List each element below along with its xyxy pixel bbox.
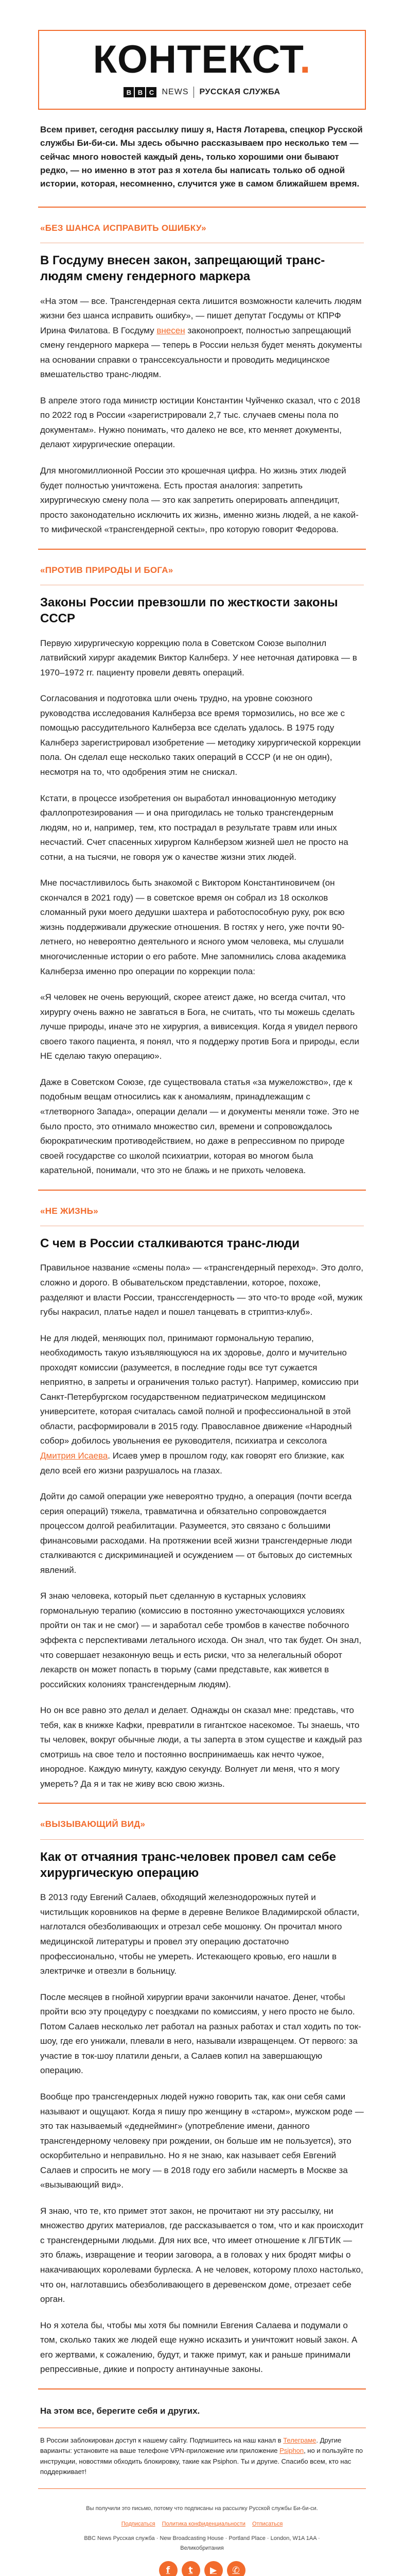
section-kicker: «БЕЗ ШАНСА ИСПРАВИТЬ ОШИБКУ» — [40, 223, 206, 233]
section-title: В Госдуму внесен закон, запрещающий транс-людям смену гендерного маркера — [40, 243, 364, 284]
paragraph-text: Я знаю человека, который пьет сделанную в кустарных условиях гормональную терапию (комиссию в постоянно ужесточающихся условиях пройти он так и не смог) — и заработал себе тромбов в качестве побочного эффекта с перспективами летального исхода. Он знал, что так будет. Он знал, что совершает незаконную вещь и есть риски, что за нелегальный оборот лекарств он может попасть в тюрьму (сами представьте, как живется в российских колониях трансгендерным людям). — [40, 1591, 362, 1689]
brand-line — [39, 86, 365, 99]
paragraph — [40, 636, 364, 681]
paragraph-text: После месяцев в гнойной хирургии врачи закончили начатое. Денег, чтобы пройти всю эту процедуру с поездками по комиссиям, у него просто не было. Потом Салаев несколько лет работал на разных работах и стал ходить по ток-шоу, где его унижали, плевали в него, называли извращенцем. От первого: за участие в ток-шоу платили деньги, а Салаев копил на завершающую операцию. — [40, 1992, 361, 2076]
paragraph — [40, 464, 364, 537]
privacy-link[interactable]: Политика конфиденциальности — [162, 2520, 245, 2527]
intro-text: Всем привет, сегодня рассылку пишу я, Настя Лотарева, спецкор Русской службы Би-би-си. Мы здесь обычно рассказываем про несколько тем — сейчас много новостей каждый день, только хорошими они бывают редко, — но именно в этот раз я хотела бы написать только об одной истории, которая, несомненно, случится уже в самом ближайшем время. — [40, 124, 363, 189]
paragraph-text: «Я человек не очень верующий, скорее атеист даже, но всегда считал, что хирургу очень важно не завгаться в Бога, не считать, что ты можешь сделать лучше природы, иначе это не хирургия, а вивисекция. Когда я увидел первого своего такого пациента, я понял, что я поддержу против Бога и природы, если НЕ сделаю такую операцию». — [40, 992, 359, 1061]
section-title: Законы России превзошли по жесткости законы СССР — [40, 585, 364, 626]
paragraph-text: В 2013 году Евгений Салаев, обходящий железнодорожных путей и чистильщик коровников на ферме в деревне Великое Владимирской области, наглотался обезболивающих и отрезал себе мошонку. Он прочитал много медицинской литературы и провел эту операцию достаточно профессионально, чтобы не умереть. Истекающего кровью, его нашли в электричке и отвезли в больницу. — [40, 1892, 360, 1976]
section-kicker: «НЕ ЖИЗНЬ» — [40, 1206, 98, 1216]
bbc-letter: B — [135, 87, 145, 97]
paragraph — [40, 2204, 364, 2307]
paragraph — [40, 1261, 364, 1319]
brand-news: NEWS — [162, 88, 189, 96]
paragraph-text: Правильное название «смены пола» — «трансгендерный переход». Это долго, сложно и дорого. В обывательском представлении, которое, похоже, разделяют и власти России, транссгендерность — это что-то вроде «ой, мужик губы накрасил, платье надел и пошел танцевать в стриптиз-клуб». — [40, 1263, 363, 1317]
paragraph-text: Мне посчастливилось быть знакомой с Виктором Константиновичем (он скончался в 2021 году) — в советское время он собрал из 18 осколков сломанный руки моего дедушки шахтера и работоспособную руку, рок всю жизнь поддерживали дружеские отношения. В гостях у него, уже почти 90-летнего, но невероятно деятельного и ясного умом человека, мы слушали многочисленные истории о его работе. Мне запомнились слова академика Калнберза именно про операции по коррекции пола: — [40, 878, 346, 976]
facebook-icon[interactable]: f — [159, 2561, 178, 2576]
paragraph-text: . Исаев умер в прошлом году, как говорят его близкие, как дело всей его жизни разрушалось на глазах. — [40, 1450, 344, 1476]
paragraph — [40, 2090, 364, 2193]
blocking-notice — [38, 2428, 366, 2489]
paragraph-text: Не для людей, меняющих пол, принимают гормональную терапию, необходимость такую изъявляющуюся на их здоровье, долго и мучительно проходят комиссии (разумеется, в последние годы все тут сужается неприятно, в запреты и ограничения только растут). Например, комиссию при Санкт-Петербургском государственном педиатрическом медицинском университете, которая считалась самой полной и профессиональной в этой области, расформировали в 2015 году. Православное движение «Народный собор» добилось увольнения ее руководителя, психиатра и сексолога — [40, 1333, 359, 1446]
bbc-logo — [124, 87, 156, 97]
paragraph-text: Дойти до самой операции уже невероятно трудно, а операция (почти всегда серия операций) тяжела, травматична и обязательно сопровождается процессом долгой реабилитации. Разумеется, это связано с большими финансовыми расходами. На протяжении всей жизни трансгендерные люди сталкиваются с дискриминацией и осуждением — от бытовых до системных явлений. — [40, 1492, 353, 1575]
paragraph-text: законопроект, полностью запрещающий смену гендерного маркера — теперь в России нельзя будет менять документы на основании справки о транссексуальности и проводить медицинское вмешательство транс-людям. — [40, 325, 362, 380]
bbc-letter: C — [146, 87, 156, 97]
section-title: Как от отчаяния транс-человек провел сам себе хирургическую операцию — [40, 1839, 364, 1881]
paragraph-text: Даже в Советском Союзе, где существовала статья «за мужеложство», где к подобным вещам относились как к аномалиям, принадлежащим с «тлетворного Запада», операции делали — и документы меняли тоже. Это не было просто, это отнимало множество сил, времени и сопровождалось бюрократическим противодействием, но даже в репрессивном по природе своей государстве со школой психиатрии, которая во многом была карательной, понимали, что это не блажь и не прихоть человека. — [40, 1077, 359, 1176]
section-title: С чем в России сталкиваются транс-люди — [40, 1226, 364, 1251]
paragraph — [40, 791, 364, 865]
legal-text: Вы получили это письмо, потому что подписаны на рассылку Русской службы Би-би-си. — [86, 2505, 318, 2512]
telegram-link[interactable]: Телеграме — [283, 2436, 317, 2445]
notice-text: . Другие варианты: установите на ваше телефоне VPN-приложение или приложение — [40, 2436, 342, 2455]
paragraph — [40, 1075, 364, 1178]
bbc-letter: B — [124, 87, 134, 97]
newsletter-header — [38, 30, 366, 110]
logo-dot: . — [300, 38, 311, 81]
section-divider — [38, 1190, 366, 1191]
section-divider — [38, 1803, 366, 1804]
subscribe-link[interactable]: Подписаться — [121, 2520, 155, 2527]
paragraph — [40, 1589, 364, 1692]
paragraph — [40, 1890, 364, 1978]
twitter-icon[interactable]: t — [182, 2561, 200, 2576]
paragraph — [40, 990, 364, 1064]
paragraph-text: Кстати, в процессе изобретения он выработал инновационную методику фаллопротезирования — и она пригодилась не только трансгендерным людям, но и, например, тем, кто пострадал в результате травм или иных несчастий. Счет спасенных хирургом Калнберзом жизней шел не просто на сотни, а на тысячи, не говоря уж о качестве жизни этих людей. — [40, 793, 348, 862]
sections — [38, 207, 366, 2377]
paragraph — [40, 394, 364, 452]
paragraph-text: Я знаю, что те, кто примет этот закон, не прочитают ни эту рассылку, ни множество других материалов, где рассказывается о том, что и как происходит с трансгендерными людьми. Для них все, что имеет отношение к ЛГБТИК — это блажь, извращение и теории заговора, а в головах у них бродят мифы о накачивающих королевами бурлеска. А не человек, которому плохо настолько, что он, наглотавшись обезболивающего в деревенском доме, отрезает себе орган. — [40, 2206, 364, 2304]
notice-text: , но и пользуйте по инструкции, новостями обходить блокировку, такие как Psiphon. Ты и другие. Спасибо всем, кто нас поддерживает! — [40, 2447, 363, 2476]
paragraph — [40, 1703, 364, 1791]
paragraph-text: Первую хирургическую коррекцию пола в Советском Союзе выполнил латвийский хирург академик Виктор Калнберз. У нее неточная датировка — в 1970–1972 гг. пациенту провели девять операций. — [40, 638, 357, 677]
paragraph-text: Но я хотела бы, чтобы мы хотя бы помнили Евгения Салаева и подумали о том, сколько таких же людей еще нужно исказить и уничтожит новый закон. А его жертвами, к сожалению, будут, и также примут, как и раньше принимали репрессивные, дикие и попросту антинаучные законы. — [40, 2320, 358, 2375]
inline-link[interactable]: Дмитрия Исаева — [40, 1450, 108, 1461]
logo — [39, 40, 365, 79]
social-links — [38, 2558, 366, 2576]
paragraph — [40, 691, 364, 779]
psiphon-link[interactable]: Psiphon — [279, 2447, 304, 2455]
youtube-icon[interactable]: ▶ — [204, 2561, 223, 2576]
section-divider — [38, 549, 366, 550]
divider — [38, 2388, 366, 2389]
paragraph — [40, 1990, 364, 2078]
logo-word: КОНТЕКСТ — [93, 38, 300, 81]
paragraph — [40, 1331, 364, 1478]
section-kicker: «ПРОТИВ ПРИРОДЫ И БОГА» — [40, 565, 173, 575]
paragraph — [40, 1489, 364, 1578]
telegram-icon[interactable]: ✆ — [227, 2561, 245, 2576]
section-kicker: «ВЫЗЫВАЮЩИЙ ВИД» — [40, 1819, 146, 1829]
signoff: На этом все, берегите себя и других. — [40, 2405, 200, 2416]
brand-service: РУССКАЯ СЛУЖБА — [199, 88, 280, 96]
paragraph-text: Но он все равно это делал и делает. Однажды он сказал мне: представь, что тебя, как в книжке Кафки, превратили в гигантское насекомое. Ты знаешь, что ты человек, вокруг обычные люди, а ты заперта в этом существе и каждый раз смотришь на свое тело и постоянно воспринимаешь как нечто чужое, инородное. Каждую минуту, каждую секунду. Волнует ли меня, что я могу умереть? Да я и так не живу всю свою жизнь. — [40, 1705, 362, 1789]
legal-links — [38, 2517, 366, 2531]
unsubscribe-link[interactable]: Отписаться — [252, 2520, 283, 2527]
section-divider — [38, 207, 366, 208]
paragraph-text: Согласования и подготовка шли очень трудно, на уровне союзного руководства исследования Калнберза все время тормозились, но все же с помощью рассудительного Калнберза все сделать удалось. В 1975 году Калнберз зарегистрировал изобретение — методику хирургической коррекции пола. Он сделал еще несколько таких операций в СССР (и не он один), несмотря на то, что одобрения этим не снискал. — [40, 693, 361, 777]
paragraph — [40, 2318, 364, 2377]
notice-text: В России заблокирован доступ к нашему сайту. Подпишитесь на наш канал в — [40, 2436, 284, 2445]
inline-link[interactable]: внесен — [156, 325, 185, 335]
paragraph — [40, 876, 364, 979]
paragraph — [40, 294, 364, 382]
paragraph-text: Вообще про трансгендерных людей нужно говорить так, как они себя сами называют и ощущают. Когда я пишу про женщину в «старом», мужском роде — это так называемый «деднейминг» (употребление имени, данного трансгендерному человеку при рождении, он больше им не пользуется), это оскорбительно и неправильно. Но я не знаю, как называет себя Евгений Салаев и спросить не могу — в 2018 году его забили насмерть в Москве за «вызывающий вид». — [40, 2091, 364, 2190]
paragraph-text: В апреле этого года министр юстиции Константин Чуйченко сказал, что с 2018 по 2022 год в России «зарегистрировали 2,7 тыс. случаев смены пола по документам». Нужно понимать, что далеко не все, кто меняет документы, делают хирургические операции. — [40, 395, 360, 450]
paragraph-text: Для многомиллионной России это крошечная цифра. Но жизнь этих людей будет полностью уничтожена. Есть простая аналогия: запретить хирургическую смену пола — это как запретить оперировать аппендицит, просто законодательно исключить их жизнь, именно жизнь людей, а не какой-то мифической «трансгендерной секты», про которую говорит Федорова. — [40, 465, 359, 535]
paragraph-text: «На этом — все. Трансгендерная секта лишится возможности калечить людям жизни без шанса исправить ошибку», — пишет депутат Госдумы от КПРФ Ирина Филатова. В Госдуму — [40, 296, 362, 335]
address: BBC News Русская служба · New Broadcasting House · Portland Place · London, W1A 1AA · Великобритания — [84, 2535, 320, 2551]
